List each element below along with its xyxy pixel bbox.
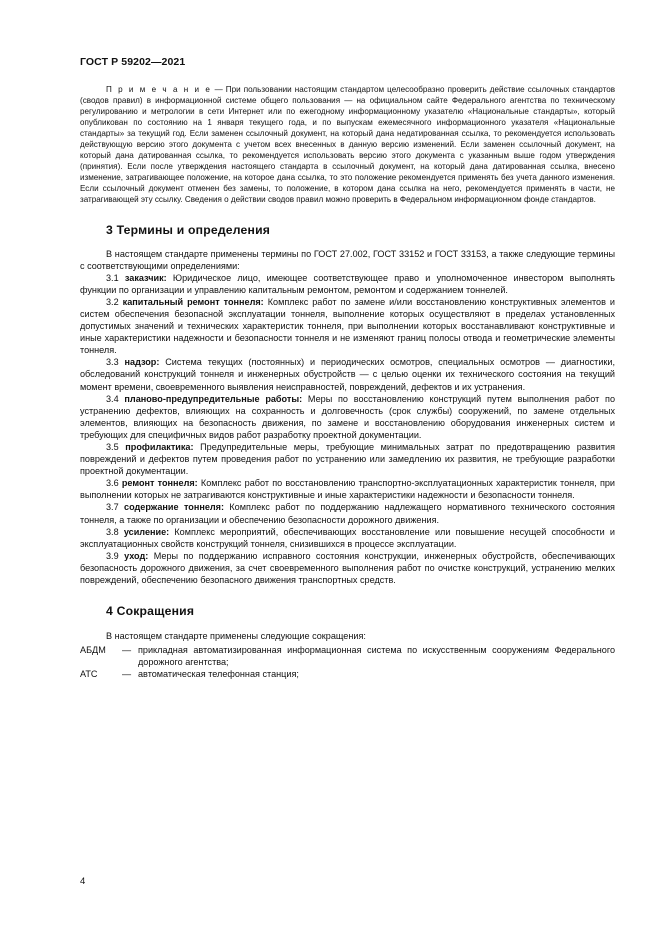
term-name: заказчик: (124, 272, 167, 283)
reference-note (80, 84, 615, 206)
term-3-1 (80, 272, 615, 296)
term-name: ремонт тоннеля: (121, 478, 198, 489)
term-3-4 (80, 393, 615, 441)
term-definition: Комплекс работ по замене и/или восстановлению конструктивных элементов и систем обеспечения безопасной эксплуатации тоннеля, выполнение которых осуществляют в пределах установленных допустимых значений и технических характеристик тоннеля, при выполнении которых восстанавливают конструктивные и иные характеристики надежности и безопасности тоннеля и не изменяют границ полосы отвода и геометрические элементы тоннеля. (80, 296, 615, 356)
term-number: 3.9 (106, 550, 119, 561)
term-definition: Предупредительные меры, требующие минимальных затрат по предотвращению развития повреждений и дефектов путем проведения работ по устранению или замедлению их развития, не требующие разработки проектной документации. (80, 442, 616, 477)
term-3-5 (80, 441, 615, 477)
term-name: уход: (124, 550, 149, 561)
abbreviation-list (80, 644, 615, 680)
abbreviation-value: автоматическая телефонная станция; (138, 669, 299, 680)
document-header: ГОСТ Р 59202—2021 (80, 56, 186, 68)
page-content (80, 78, 615, 681)
term-number: 3.6 (106, 478, 119, 489)
page-number: 4 (80, 876, 86, 887)
section-3-intro: В настоящем стандарте применены термины по ГОСТ 27.002, ГОСТ 33152 и ГОСТ 33153, а также следующие термины с соответствующими определениями: (80, 248, 615, 271)
term-definition: Комплекс работ по поддержанию надлежащего нормативного технического состояния тоннеля, а также по организации и обеспечению безопасности дорожного движения. (80, 502, 615, 525)
term-name: капитальный ремонт тоннеля: (122, 296, 264, 307)
term-name: усиление: (123, 526, 170, 537)
term-3-3 (80, 356, 615, 392)
term-number: 3.5 (106, 442, 119, 453)
term-3-9 (80, 550, 615, 586)
term-name: надзор: (124, 357, 160, 368)
term-number: 3.2 (106, 296, 119, 307)
term-number: 3.3 (106, 357, 119, 368)
term-definition: Комплекс мероприятий, обеспечивающих восстановление или повышение несущей способности и эксплуатационных свойств конструкций тоннеля, снизившихся в процессе эксплуатации. (80, 526, 615, 549)
abbreviation-key: АТС (80, 669, 98, 680)
abbreviation-item (80, 644, 615, 668)
section-3-heading: 3 Термины и определения (106, 222, 271, 237)
term-number: 3.4 (106, 393, 119, 404)
term-definition: Комплекс работ по восстановлению транспортно-эксплуатационных характеристик тоннеля, при выполнении которых не затрагиваются конструктивные и иные характеристики надежности и безопасности тоннеля. (80, 478, 615, 501)
abbreviation-key: АБДМ (80, 645, 106, 656)
term-definition: Меры по поддержанию исправного состояния конструкции, инженерных обустройств, обеспечивающих безопасность дорожного движения, за счет своевременного выполнения работ по очистке конструкций, устранению мелких повреждений, обеспечению безопасного движения транспортных средств. (80, 550, 615, 586)
term-definition: Меры по восстановлению конструкций путем выполнения работ по устранению дефектов, влияющих на сохранность и долговечность (срок службы) сооружений, по замене отдельных элементов, влияющих на безопасность движения, по замене и восстановлению оборудования инженерных систем и требующих для специфичных видов работ разработку проектной документации. (80, 393, 616, 440)
term-definition: Юридическое лицо, имеющее соответствующее право и уполномоченное инвестором выполнять функции по организации и управлению капитальным ремонтом, ремонтом и содержанием тоннелей. (80, 272, 615, 295)
abbreviation-dash: — (122, 669, 132, 680)
term-name: содержание тоннеля: (124, 502, 224, 513)
term-number: 3.7 (106, 502, 119, 513)
section-4-intro: В настоящем стандарте применены следующие сокращения: (106, 631, 366, 642)
term-name: профилактика: (125, 442, 194, 453)
term-3-7 (80, 501, 615, 525)
term-number: 3.8 (106, 526, 119, 537)
abbreviation-item (80, 668, 615, 680)
note-text: — При пользовании настоящим стандартом целесообразно проверить действие ссылочных стандартов (сводов правил) в информационной системе общего пользования — на официальном сайте Федерального агентства по техническому регулированию и метрологии в сети Интернет или по ежегодному информационному указателю «Национальные стандарты», который опубликован по состоянию на 1 января текущего года, и по выпускам ежемесячного информационного указателя «Национальные стандарты» за текущий год. Если заменен ссылочный документ, на который дана недатированная ссылка, то рекомендуется использовать действующую версию этого документа с учетом всех внесенных в данную версию изменений. Если заменен ссылочный документ, на который дана датированная ссылка, то рекомендуется использовать версию этого документа с указанным выше годом утверждения (принятия). Если после утверждения настоящего стандарта в ссылочный документ, на который дана датированная ссылка, внесено изменение, затрагивающее положение, на которое дана ссылка, то это положение рекомендуется применять без учета данного изменения. Если ссылочный документ отменен без замены, то положение, в котором дана ссылка на него, рекомендуется применять в части, не затрагивающей эту ссылку. Сведения о действии сводов правил можно проверить в Федеральном информационном фонде стандартов. (80, 85, 615, 205)
term-definition: Система текущих (постоянных) и периодических осмотров, специальных осмотров — диагностики, обследований конструкций тоннеля и инженерных обустройств — с целью оценки их технического состояния на текущий момент времени, своевременного выявления неисправностей, повреждений, дефектов и их устранения. (80, 357, 616, 392)
term-3-2 (80, 296, 615, 356)
note-label: П р и м е ч а н и е (106, 85, 212, 94)
section-4-heading: 4 Сокращения (106, 604, 195, 619)
term-name: планово-предупредительные работы: (124, 393, 303, 404)
abbreviation-dash: — (122, 645, 132, 656)
term-number: 3.1 (106, 272, 119, 283)
abbreviation-value: прикладная автоматизированная информационная система по искусственным сооружениям Федерального дорожного агентства; (138, 645, 615, 668)
term-3-6 (80, 477, 615, 501)
term-3-8 (80, 526, 615, 550)
